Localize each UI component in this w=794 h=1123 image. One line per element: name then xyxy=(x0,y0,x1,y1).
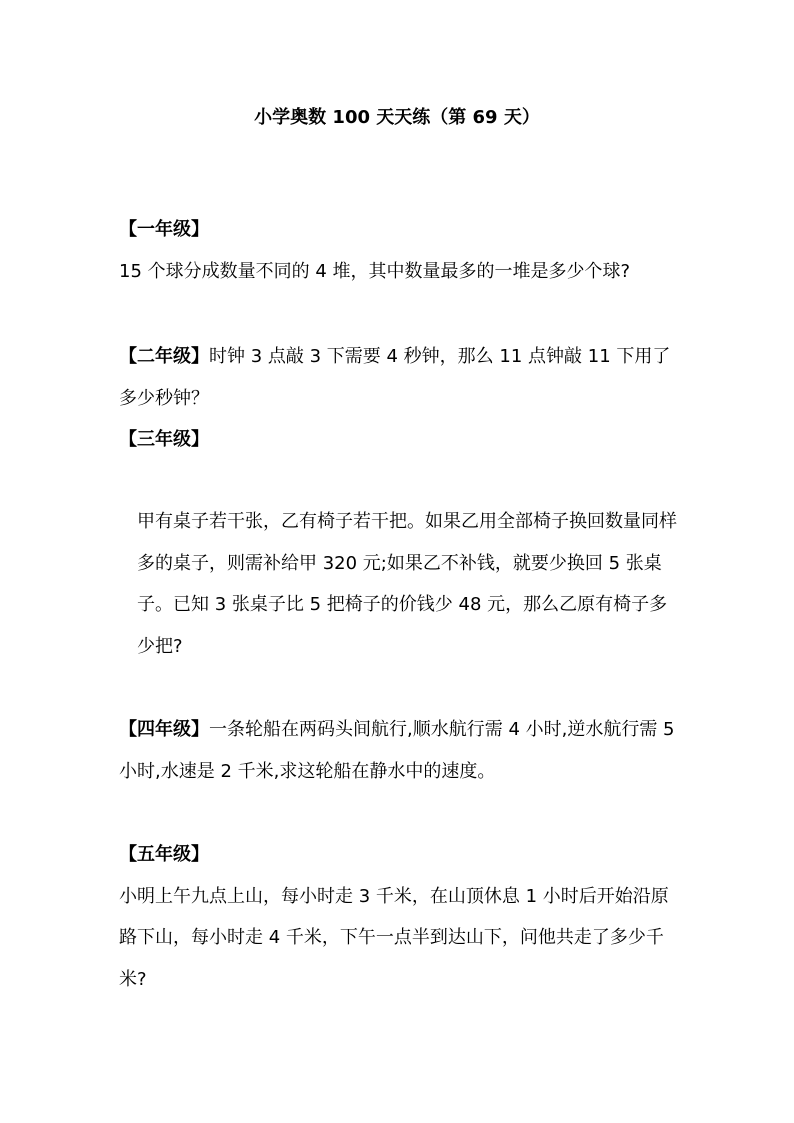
grade5-section xyxy=(119,834,679,1000)
grade3-label: 【三年级】 xyxy=(119,429,209,450)
grade2-label: 【二年级】 xyxy=(119,346,209,367)
grade5-label: 【五年级】 xyxy=(119,844,209,865)
grade5-question: 小明上午九点上山，每小时走 3 千米，在山顶休息 1 小时后开始沿原路下山，每小时走 4 千米，下午一点半到达山下，问他共走了多少千米? xyxy=(119,885,669,990)
grade4-label: 【四年级】 xyxy=(119,719,209,740)
grade3-question: 甲有桌子若干张，乙有椅子若干把。如果乙用全部椅子换回数量同样多的桌子，则需补给甲 320 元;如果乙不补钱，就要少换回 5 张桌子。已知 3 张桌子比 5 把椅子的价钱少 48 元，那么乙原有椅子多少把? xyxy=(137,511,677,657)
grade1-section xyxy=(119,209,679,292)
grade4-section xyxy=(119,709,679,792)
grade4-question: 一条轮船在两码头间航行,顺水航行需 4 小时,逆水航行需 5 小时,水速是 2 千米,求这轮船在静水中的速度。 xyxy=(119,719,675,782)
page-title: 小学奥数 100 天天练（第 69 天） xyxy=(254,107,540,128)
grade1-label: 【一年级】 xyxy=(119,219,209,240)
grade2-section xyxy=(119,336,679,419)
grade1-question: 15 个球分成数量不同的 4 堆，其中数量最多的一堆是多少个球? xyxy=(119,260,631,282)
grade3-section xyxy=(119,419,679,461)
grade2-question: 时钟 3 点敲 3 下需要 4 秒钟，那么 11 点钟敲 11 下用了多少秒钟？ xyxy=(119,346,671,409)
